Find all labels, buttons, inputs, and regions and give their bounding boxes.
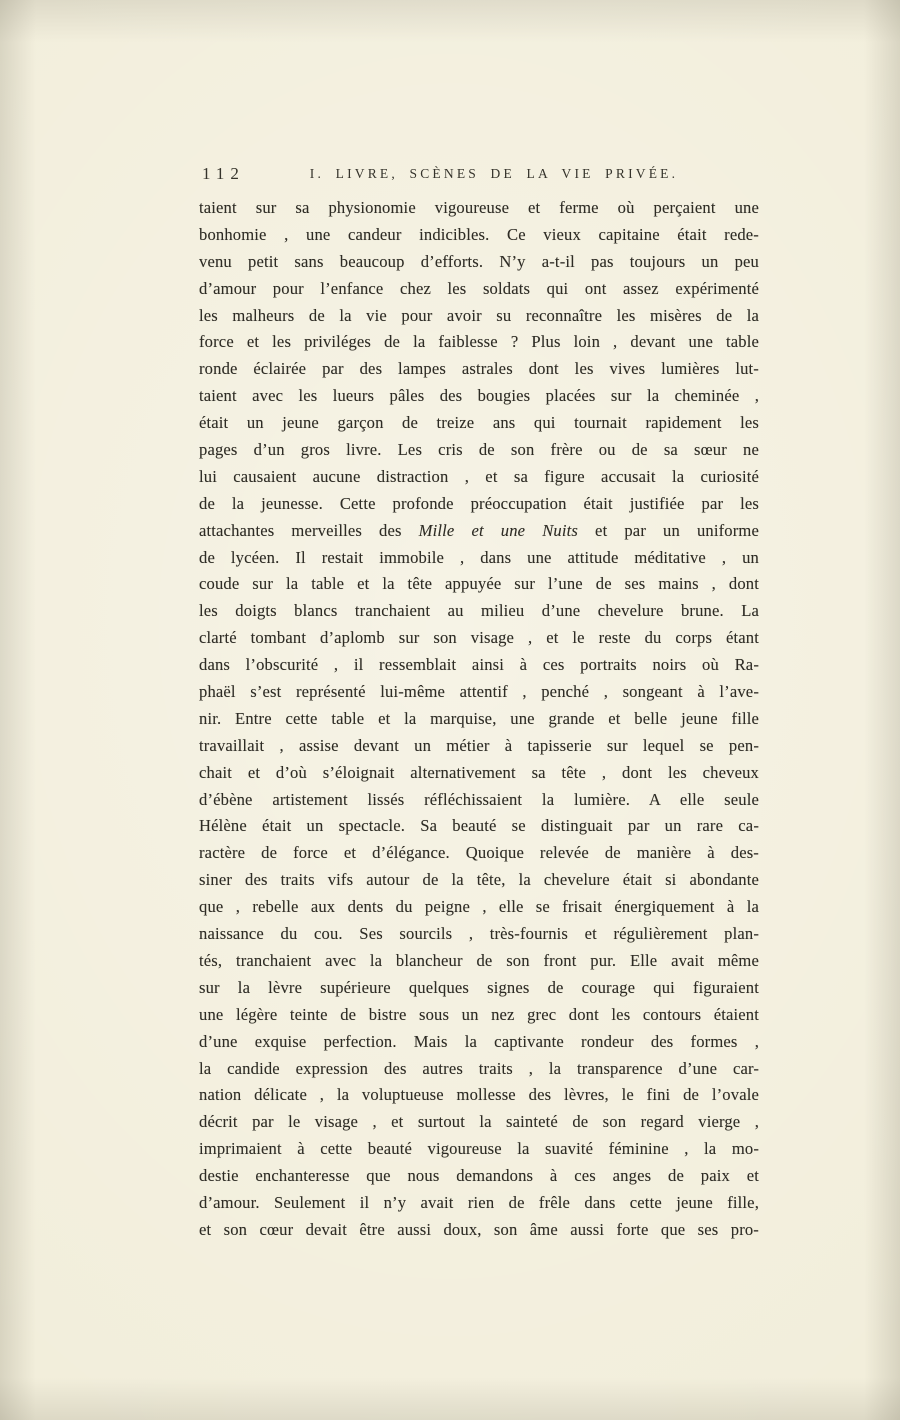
text-line: [199, 249, 759, 276]
text-line: [199, 195, 759, 222]
text-line: [199, 518, 759, 545]
text-segment: naissance du cou. Ses sourcils , très-fournis et régulièrement plan-: [199, 924, 759, 944]
text-line: [199, 545, 759, 572]
text-segment: d’amour. Seulement il n’y avait rien de frêle dans cette jeune fille,: [199, 1192, 759, 1212]
text-segment: de lycéen. Il restait immobile , dans une attitude méditative , un: [199, 547, 759, 567]
text-segment: ractère de force et d’élégance. Quoique relevée de manière à des-: [199, 843, 759, 863]
text-line: [199, 1163, 759, 1190]
text-line: [199, 733, 759, 760]
text-segment: et son cœur devait être aussi doux, son âme aussi forte que ses pro-: [199, 1219, 759, 1239]
text-segment: une légère teinte de bistre sous un nez grec dont les contours étaient: [199, 1004, 759, 1024]
text-line: [199, 1056, 759, 1083]
text-segment: bonhomie , une candeur indicibles. Ce vieux capitaine était rede-: [199, 224, 759, 244]
text-line: [199, 867, 759, 894]
page-number: 112: [202, 164, 245, 183]
text-line: [199, 706, 759, 733]
text-segment: travaillait , assise devant un métier à tapisserie sur lequel se pen-: [199, 735, 759, 755]
text-line: [199, 329, 759, 356]
text-segment: Hélène était un spectacle. Sa beauté se distinguait par un rare ca-: [199, 816, 759, 836]
text-line: [199, 652, 759, 679]
text-segment: venu petit sans beaucoup d’efforts. N’y a-t-il pas toujours un peu: [199, 251, 759, 271]
text-line: [199, 948, 759, 975]
text-line: [199, 464, 759, 491]
text-line: [199, 410, 759, 437]
italic-book-title: Mille et une Nuits: [418, 520, 579, 540]
text-segment: phaël s’est représenté lui-même attentif , penché , songeant à l’ave-: [199, 682, 759, 702]
text-line: [199, 383, 759, 410]
text-line: [199, 760, 759, 787]
text-segment: de la jeunesse. Cette profonde préoccupation était justifiée par les: [199, 493, 759, 513]
running-title: I. LIVRE, SCÈNES DE LA VIE PRIVÉE.: [309, 166, 679, 181]
text-line: [199, 598, 759, 625]
text-line: [199, 356, 759, 383]
text-segment: taient avec les lueurs pâles des bougies placées sur la cheminée ,: [199, 386, 759, 406]
text-line: [199, 921, 759, 948]
text-line: [199, 1190, 759, 1217]
text-segment: destie enchanteresse que nous demandons à ces anges de paix et: [199, 1166, 759, 1186]
text-line: [199, 787, 759, 814]
text-line: [199, 625, 759, 652]
text-segment: les malheurs de la vie pour avoir su reconnaître les misères de la: [199, 305, 759, 325]
text-segment: lui causaient aucune distraction , et sa figure accusait la curiosité: [199, 466, 759, 486]
text-line: [199, 813, 759, 840]
text-line: [199, 571, 759, 598]
text-line: [199, 1082, 759, 1109]
text-segment: d’une exquise perfection. Mais la captivante rondeur des formes ,: [199, 1031, 759, 1051]
text-segment: d’amour pour l’enfance chez les soldats qui ont assez expérimenté: [199, 278, 759, 298]
text-segment: force et les priviléges de la faiblesse ? Plus loin , devant une table: [199, 332, 759, 352]
text-line: [199, 1136, 759, 1163]
text-line: [199, 840, 759, 867]
text-line: [199, 1109, 759, 1136]
text-segment: chait et d’où s’éloignait alternativement sa tête , dont les cheveux: [199, 762, 759, 782]
text-segment: les doigts blancs tranchaient au milieu d’une chevelure brune. La: [199, 601, 759, 621]
text-line: [199, 491, 759, 518]
text-line: [199, 1217, 759, 1244]
text-segment: la candide expression des autres traits , la transparence d’une car-: [199, 1058, 759, 1078]
text-segment: clarté tombant d’aplomb sur son visage , et le reste du corps étant: [199, 628, 759, 648]
text-segment: sur la lèvre supérieure quelques signes de courage qui figuraient: [199, 977, 759, 997]
body-text: [199, 195, 759, 1244]
text-line: [199, 437, 759, 464]
text-segment: d’ébène artistement lissés réfléchissaient la lumière. A elle seule: [199, 789, 759, 809]
text-segment: ronde éclairée par des lampes astrales dont les vives lumières lut-: [199, 359, 759, 379]
text-segment: et par un uniforme: [578, 520, 759, 540]
text-segment: nation délicate , la voluptueuse mollesse des lèvres, le fini de l’ovale: [199, 1085, 759, 1105]
text-segment: taient sur sa physionomie vigoureuse et ferme où perçaient une: [199, 198, 759, 217]
text-segment: était un jeune garçon de treize ans qui tournait rapidement les: [199, 413, 759, 433]
text-segment: que , rebelle aux dents du peigne , elle se frisait énergiquement à la: [199, 897, 759, 917]
text-line: [199, 1002, 759, 1029]
page-header: [200, 163, 758, 185]
text-line: [199, 303, 759, 330]
text-segment: tés, tranchaient avec la blancheur de son front pur. Elle avait même: [199, 950, 759, 970]
text-line: [199, 975, 759, 1002]
text-line: [199, 222, 759, 249]
text-line: [199, 894, 759, 921]
text-line: [199, 276, 759, 303]
text-segment: coude sur la table et la tête appuyée sur l’une de ses mains , dont: [199, 574, 759, 594]
text-segment: imprimaient à cette beauté vigoureuse la suavité féminine , la mo-: [199, 1139, 759, 1159]
text-segment: dans l’obscurité , il ressemblait ainsi à ces portraits noirs où Ra-: [199, 655, 759, 675]
text-segment: décrit par le visage , et surtout la sainteté de son regard vierge ,: [199, 1112, 759, 1132]
text-segment: siner des traits vifs autour de la tête, la chevelure était si abondante: [199, 870, 759, 890]
text-line: [199, 1029, 759, 1056]
text-segment: nir. Entre cette table et la marquise, une grande et belle jeune fille: [199, 708, 759, 728]
text-segment: attachantes merveilles des: [199, 520, 419, 540]
text-segment: pages d’un gros livre. Les cris de son frère ou de sa sœur ne: [199, 440, 759, 460]
text-line: [199, 679, 759, 706]
